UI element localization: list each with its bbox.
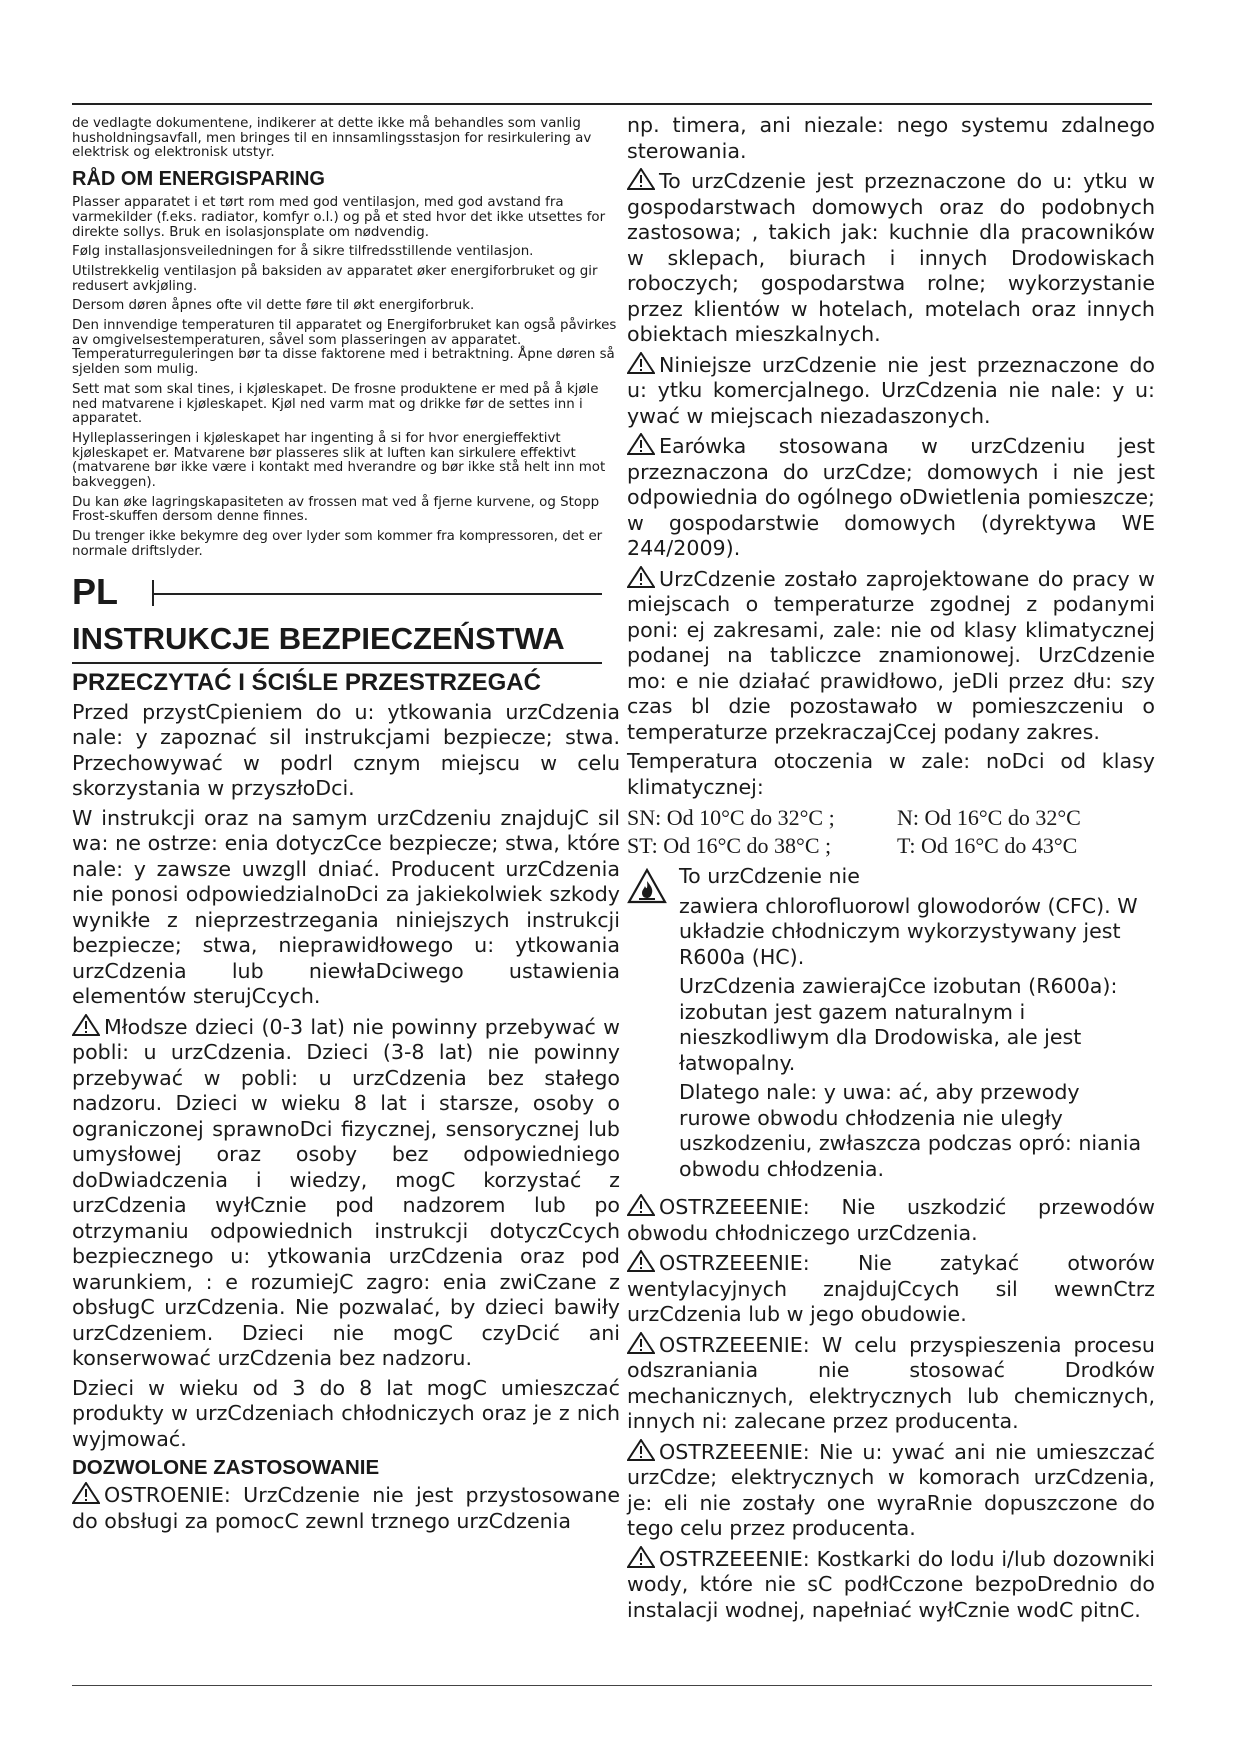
warning-icon bbox=[627, 433, 655, 455]
temp-class-sn: SN: Od 10°C do 32°C ; bbox=[627, 805, 835, 830]
safety-subtitle: PRZECZYTAĆ I ŚCIŚLE PRZESTRZEGAĆ bbox=[72, 668, 541, 696]
energy-paragraph: Du kan øke lagringskapasiteten av frossen mat ved å fjerne kurvene, og Stopp Frost-skuffen dersom denne finnes. bbox=[72, 494, 600, 525]
pipes-paragraph: Dlatego nale: y uwa: ać, aby przewody rurowe obwodu chłodzenia nie uległy uszkodzeniu, zwłaszcza podczas opró: niania obwodu chłodzenia. bbox=[679, 1080, 1142, 1181]
warning-icon bbox=[627, 1332, 655, 1354]
cfc-paragraph: zawiera chlorofluorowl glowodorów (CFC). W układzie chłodniczym wykorzystywany jest R600a (HC). bbox=[679, 893, 1138, 969]
temp-class-t: T: Od 16°C do 43°C bbox=[897, 833, 1078, 858]
temp-class-n: N: Od 16°C do 32°C bbox=[897, 805, 1081, 830]
warning-text: OSTRZEEENIE: W celu przyspieszenia procesu odszraniania nie stosować Drodków mechanicznych, elektrycznych lub chemicznych, innych ni: zalecane przez producenta. bbox=[627, 1332, 1155, 1433]
warning-paragraph bbox=[627, 1194, 1155, 1246]
commercial-paragraph bbox=[627, 352, 1155, 430]
warning-icon bbox=[627, 168, 655, 190]
warning-paragraph bbox=[627, 1546, 1155, 1624]
temperature-row bbox=[627, 804, 1155, 832]
warning-icon bbox=[627, 1546, 655, 1568]
marker-rule bbox=[154, 593, 602, 595]
warning-paragraph bbox=[627, 1332, 1155, 1435]
children-paragraph bbox=[72, 1014, 620, 1372]
cfc-line: To urzCdzenie nie bbox=[679, 864, 860, 888]
climate-text: UrzCdzenie zostało zaprojektowane do pracy w miejscach o temperaturze zgodnej z podanymi poni: ej zakresami, zale: nie od klasy klimatycznej podanej na tabliczce znamionowej. UrzCdzenie mo: e nie działać prawidłowo, jeDli przez dłu: szy czas bl dzie pozostawało w pomieszczeniu o temperaturze przekraczajCcej podany zakres. bbox=[627, 566, 1155, 744]
temp-class-st: ST: Od 16°C do 38°C ; bbox=[627, 833, 832, 858]
children-text: Młodsze dzieci (0-3 lat) nie powinny przebywać w pobli: u urzCdzenia. Dzieci (3-8 lat) nie powinny przebywać w pobli: u urzCdzenia bez stałego nadzoru. Dzieci w wieku 8 lat i starsze, osoby o ograniczonej sprawnoDci fizycznej, sensorycznej lub umysłowej oraz osoby bez odpowiedniego doDwiadczenia i wiedzy, mogC korzystać z urzCdzenia wyłCznie pod nadzorem lub po otrzymaniu odpowiednich instrukcji dotyczCcych bezpiecznego u: ytkowania urzCdzenia oraz pod warunkiem, : e rozumiejC zagro: enia zwiCzane z obsługC urzCdzenia. Nie pozwalać, by dzieci bawiły urzCdzeniem. Dzieci nie mogC czyDcić ani konserwować urzCdzenia bez nadzoru. bbox=[72, 1014, 620, 1371]
energy-paragraph: Den innvendige temperaturen til apparatet og Energiforbruket kan også påvirkes av omgivelsestemperaturen, såvel som plasseringen av apparatet. Temperaturreguleringen bør ta disse faktorene med i betraktning. Åpne døren så sjelden som mulig. bbox=[72, 318, 617, 378]
language-section-marker bbox=[72, 572, 620, 612]
disposal-text: de vedlagte dokumentene, indikerer at dette ikke må behandles som vanlig husholdningsavfall, men bringes til en innsamlingsstasjon for resirkulering av elektrisk og elektronisk utstyr. bbox=[72, 116, 592, 161]
temperature-row bbox=[627, 832, 1155, 860]
flammable-block bbox=[627, 864, 1155, 1186]
warning-paragraph bbox=[627, 1439, 1155, 1542]
warning-icon bbox=[72, 1014, 100, 1036]
energy-paragraph: Du trenger ikke bekymre deg over lyder som kommer fra kompressoren, det er normale driftslyder. bbox=[72, 529, 603, 559]
right-column bbox=[627, 113, 1155, 1627]
flammable-text bbox=[679, 864, 1155, 1186]
household-use-paragraph bbox=[627, 168, 1155, 348]
bulb-text: Earówka stosowana w urzCdzeniu jest przeznaczona do urzCdze; domowych i nie jest odpowiednia do ogólnego oDwietlenia pomieszcze; w gospodarstwie domowych (dyrektywa WE 244/2009). bbox=[627, 434, 1155, 560]
warning-text: OSTRZEEENIE: Nie u: ywać ani nie umieszczać urzCdze; elektrycznych w komorach urzCdzenia, je: eli nie zostały one wyraRnie dopuszczone do tego celu przez producenta. bbox=[627, 1439, 1155, 1540]
warning-icon bbox=[627, 1250, 655, 1272]
allowed-warning-text: OSTROENIE: UrzCdzenie nie jest przystosowane do obsługi za pomocC zewnl trznego urzCdzenia bbox=[72, 1483, 620, 1533]
warning-text: OSTRZEEENIE: Nie zatykać otworów wentylacyjnych znajdujCcych sil wewnCtrz urzCdzenia lub w jego obudowie. bbox=[627, 1251, 1155, 1326]
energy-paragraph: Følg installasjonsveiledningen for å sikre tilfredsstillende ventilasjon. bbox=[72, 244, 534, 260]
warning-icon bbox=[72, 1482, 100, 1504]
warning-text: OSTRZEEENIE: Kostkarki do lodu i/lub dozowniki wody, które nie sC podłCczone bezpoDrednio do instalacji wodnej, napełniać wyłCznie wodC pitnC. bbox=[627, 1546, 1155, 1622]
warning-paragraph bbox=[627, 1250, 1155, 1328]
children-paragraph-2: Dzieci w wieku od 3 do 8 lat mogC umieszczać produkty w urzCdzeniach chłodniczych oraz je z nich wyjmować. bbox=[72, 1375, 620, 1451]
continuation-paragraph: np. timera, ani niezale: nego systemu zdalnego sterowania. bbox=[627, 113, 1155, 163]
flammable-warning-icon bbox=[627, 864, 679, 1186]
warning-icon bbox=[627, 352, 655, 374]
allowed-use-heading: DOZWOLONE ZASTOSOWANIE bbox=[72, 1456, 380, 1480]
intro-paragraph: W instrukcji oraz na samym urzCdzeniu znajdujC sil wa: ne ostrze: enia dotyczCce bezpiecze; stwa, które nale: y zawsze uwzgll dniać. Producent urzCdzenia nie ponosi odpowiedzialnoDci za jakiekolwiek szkody wynikłe z nieprzestrzegania niniejszych instrukcji bezpiecze; stwa, nieprawidłowego u: ytkowania urzCdzenia lub niewłaDciwego ustawienia elementów sterujCcych. bbox=[72, 805, 620, 1009]
language-code: PL bbox=[72, 570, 119, 612]
energy-paragraph: Hylleplasseringen i kjøleskapet har ingenting å si for hvor energieffektivt kjøleskapet er. Matvarene bør plasseres slik at luften kan sirkulere effektivt (matvarene bør ikke være i kontakt med hverandre og bør ikke stå helt inn mot bakveggen). bbox=[72, 430, 606, 491]
warning-icon bbox=[627, 1439, 655, 1461]
energy-paragraph: Plasser apparatet i et tørt rom med god ventilasjon, med god avstand fra varmekilder (f.eks. radiator, komfyr o.l.) og på et sted hvor det ikke utsettes for direkte sollys. Bruk en isolasjonsplate om nødvendig. bbox=[72, 195, 606, 240]
energy-paragraph: Utilstrekkelig ventilasjon på baksiden av apparatet øker energiforbruket og gir redusert avkjøling. bbox=[72, 263, 598, 294]
energy-paragraph: Sett mat som skal tines, i kjøleskapet. De frosne produktene er med på å kjøle ned matvarene i kjøleskapet. Kjøl ned varm mat og drikke før de settes inn i apparatet. bbox=[72, 381, 599, 427]
bulb-paragraph bbox=[627, 433, 1155, 562]
warning-text: OSTRZEEENIE: Nie uszkodzić przewodów obwodu chłodniczego urzCdzenia. bbox=[627, 1195, 1155, 1245]
left-column bbox=[72, 117, 620, 1538]
isobutane-paragraph: UrzCdzenia zawierajCce izobutan (R600a): izobutan jest gazem naturalnym i nieszkodliwym dla Drodowiska, ale jest łatwopalny. bbox=[679, 974, 1118, 1075]
warning-icon bbox=[627, 566, 655, 588]
ambient-paragraph: Temperatura otoczenia w zale: noDci od klasy klimatycznej: bbox=[627, 749, 1155, 799]
energy-saving-heading: RÅD OM ENERGISPARING bbox=[72, 168, 325, 191]
household-use-text: To urzCdzenie jest przeznaczone do u: ytku w gospodarstwach domowych oraz do podobnych zastosowa; , takich jak: kuchnie dla pracowników w sklepach, biurach i innych Drodowiskach roboczych; gospodarstwa rolne; wykorzystanie przez klientów w hotelach, motelach oraz innych obiektach mieszkalnych. bbox=[627, 169, 1155, 346]
energy-paragraph: Dersom døren åpnes ofte vil dette føre til økt energiforbruk. bbox=[72, 298, 475, 314]
bottom-rule bbox=[72, 1685, 1152, 1686]
commercial-text: Niniejsze urzCdzenie nie jest przeznaczone do u: ytku komercjalnego. UrzCdzenia nie nale: y u: ywać w miejscach niezadaszonych. bbox=[627, 352, 1155, 428]
allowed-warning bbox=[72, 1482, 620, 1534]
top-rule bbox=[72, 103, 1152, 105]
intro-paragraph: Przed przystCpieniem do u: ytkowania urzCdzenia nale: y zapoznać sil instrukcjami bezpiecze; stwa. Przechowywać w podrl cznym miejscu w celu skorzystania w przyszłoDci. bbox=[72, 699, 620, 801]
safety-title: INSTRUKCJE BEZPIECZEŃSTWA bbox=[72, 620, 602, 664]
warning-icon bbox=[627, 1194, 655, 1216]
climate-paragraph bbox=[627, 566, 1155, 746]
